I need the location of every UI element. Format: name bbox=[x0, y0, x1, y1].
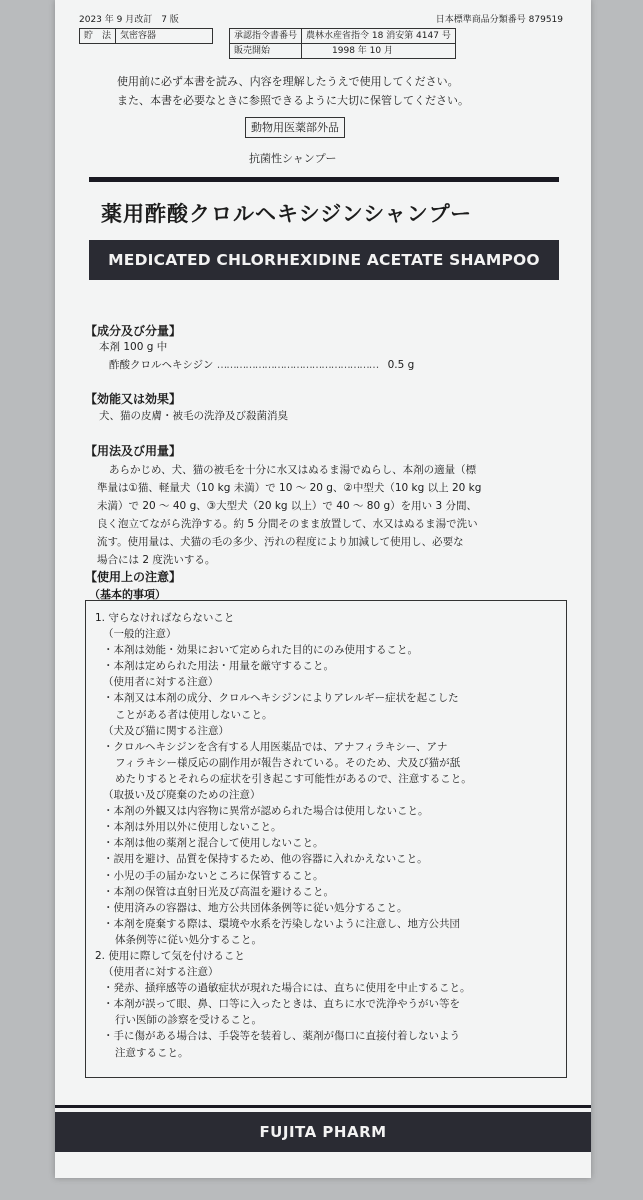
effect-heading: 【効能又は効果】 bbox=[85, 392, 182, 406]
caution-line: ・本剤は定められた用法・用量を厳守すること。 bbox=[103, 660, 334, 673]
caution-line: （取扱い及び廃棄のための注意） bbox=[103, 789, 261, 802]
manufacturer-logo: FUJITA PHARM bbox=[259, 1123, 387, 1141]
cautions-subheading: （基本的事項） bbox=[89, 588, 166, 601]
cautions-list bbox=[95, 610, 563, 1061]
leaflet-paper bbox=[55, 0, 591, 1178]
caution-line: 体条例等に従い処分すること。 bbox=[115, 933, 262, 946]
caution-line: （犬及び猫に関する注意） bbox=[103, 724, 229, 737]
usage-body bbox=[97, 461, 567, 569]
usage-line: 流す。使用量は、犬猫の毛の多少、汚れの程度により加減して使用し、必要な bbox=[97, 536, 464, 548]
storage-table bbox=[79, 28, 213, 44]
ingredient-leader: …………………………………………… bbox=[216, 359, 379, 371]
notice-line: 使用前に必ず本書を読み、内容を理解したうえで使用してください。 bbox=[117, 75, 459, 88]
approval-value: 農林水産省指令 18 消安第 4147 号 bbox=[302, 29, 456, 44]
caution-line: ・本剤が誤って眼、鼻、口等に入ったときは、直ちに水で洗浄やうがい等を bbox=[103, 998, 460, 1011]
storage-label: 貯 法 bbox=[80, 29, 116, 44]
ingredients-per: 本剤 100 g 中 bbox=[99, 341, 168, 353]
caution-line: ・本剤の外観又は内容物に異常が認められた場合は使用しないこと。 bbox=[103, 805, 429, 818]
usage-line: 準量は①猫、軽量犬（10 kg 未満）で 10 〜 20 g、②中型犬（10 kg 以上 20 kg bbox=[97, 482, 482, 494]
ingredients-heading: 【成分及び分量】 bbox=[85, 324, 182, 338]
caution-line: （使用者に対する注意） bbox=[103, 966, 219, 979]
sale-start-label: 販売開始 bbox=[230, 44, 302, 59]
caution-line: 2. 使用に際して気を付けること bbox=[95, 949, 245, 962]
usage-line: 未満）で 20 〜 40 g、③大型犬（20 kg 以上）で 40 〜 80 g）を用い 3 分間、 bbox=[97, 500, 478, 512]
usage-line: 良く泡立てながら洗浄する。約 5 分間そのまま放置して、水又はぬるま湯で洗い bbox=[97, 518, 478, 530]
ingredient-name: 酢酸クロルヘキシジン bbox=[109, 359, 214, 371]
revision-text: 2023 年 9 月改訂 7 版 bbox=[79, 15, 179, 25]
caution-line: （使用者に対する注意） bbox=[103, 676, 219, 689]
caution-line: （一般的注意） bbox=[103, 628, 177, 641]
caution-line: ・発赤、掻痒感等の過敏症状が現れた場合には、直ちに使用を中止すること。 bbox=[103, 982, 471, 995]
caution-line: ・手に傷がある場合は、手袋等を装着し、薬剤が傷口に直接付着しないよう bbox=[103, 1030, 460, 1043]
caution-line: 1. 守らなければならないこと bbox=[95, 612, 235, 624]
usage-line: あらかじめ、犬、猫の被毛を十分に水又はぬるま湯でぬらし、本剤の適量（標 bbox=[109, 464, 477, 476]
product-class-box: 動物用医薬部外品 bbox=[245, 117, 345, 138]
title-english: MEDICATED CHLORHEXIDINE ACETATE SHAMPOO bbox=[108, 251, 540, 269]
caution-line: ・使用済みの容器は、地方公共団体条例等に従い処分すること。 bbox=[103, 901, 408, 914]
usage-heading: 【用法及び用量】 bbox=[85, 444, 182, 458]
usage-notice bbox=[117, 72, 557, 110]
caution-line: ・本剤を廃棄する際は、環境や水系を汚染しないように注意し、地方公共団 bbox=[103, 917, 460, 930]
effect-text: 犬、猫の皮膚・被毛の洗浄及び殺菌消臭 bbox=[99, 410, 288, 422]
caution-line: 行い医師の診察を受けること。 bbox=[115, 1014, 262, 1027]
ingredient-row bbox=[109, 358, 549, 373]
title-japanese: 薬用酢酸クロルヘキシジンシャンプー bbox=[101, 202, 473, 226]
caution-line: ・本剤は他の薬剤と混合して使用しないこと。 bbox=[103, 837, 324, 850]
title-rule bbox=[89, 177, 559, 182]
caution-line: めたりするとそれらの症状を引き起こす可能性があるので、注意すること。 bbox=[115, 772, 472, 785]
cautions-heading: 【使用上の注意】 bbox=[85, 570, 182, 584]
footer-rule bbox=[55, 1105, 591, 1108]
caution-line: フィラキシー様反応の副作用が報告されている。そのため、犬及び猫が舐 bbox=[115, 756, 461, 769]
approval-table bbox=[229, 28, 456, 59]
notice-line: また、本書を必要なときに参照できるように大切に保管してください。 bbox=[117, 94, 469, 107]
usage-line: 場合には 2 度洗いする。 bbox=[97, 554, 216, 566]
caution-line: ・小児の手の届かないところに保管すること。 bbox=[103, 869, 324, 882]
caution-line: ・本剤又は本剤の成分、クロルヘキシジンによりアレルギー症状を起こした bbox=[103, 692, 459, 705]
approval-label: 承認指令書番号 bbox=[230, 29, 302, 44]
caution-line: ・本剤は効能・効果において定められた目的にのみ使用すること。 bbox=[103, 644, 418, 657]
ingredient-amount: 0.5 g bbox=[387, 359, 415, 371]
product-subtitle: 抗菌性シャンプー bbox=[249, 152, 337, 165]
caution-line: ・クロルヘキシジンを含有する人用医薬品では、アナフィラキシー、アナ bbox=[103, 740, 448, 753]
caution-line: ・本剤は外用以外に使用しないこと。 bbox=[103, 821, 282, 834]
caution-line: ことがある者は使用しないこと。 bbox=[115, 708, 273, 721]
classification-number: 日本標準商品分類番号 879519 bbox=[435, 15, 563, 25]
caution-line: ・本剤の保管は直射日光及び高温を避けること。 bbox=[103, 885, 334, 898]
caution-line: 注意すること。 bbox=[115, 1046, 189, 1059]
caution-line: ・誤用を避け、品質を保持するため、他の容器に入れかえないこと。 bbox=[103, 853, 428, 866]
sale-start-value: 1998 年 10 月 bbox=[302, 44, 456, 59]
storage-value: 気密容器 bbox=[116, 29, 213, 44]
